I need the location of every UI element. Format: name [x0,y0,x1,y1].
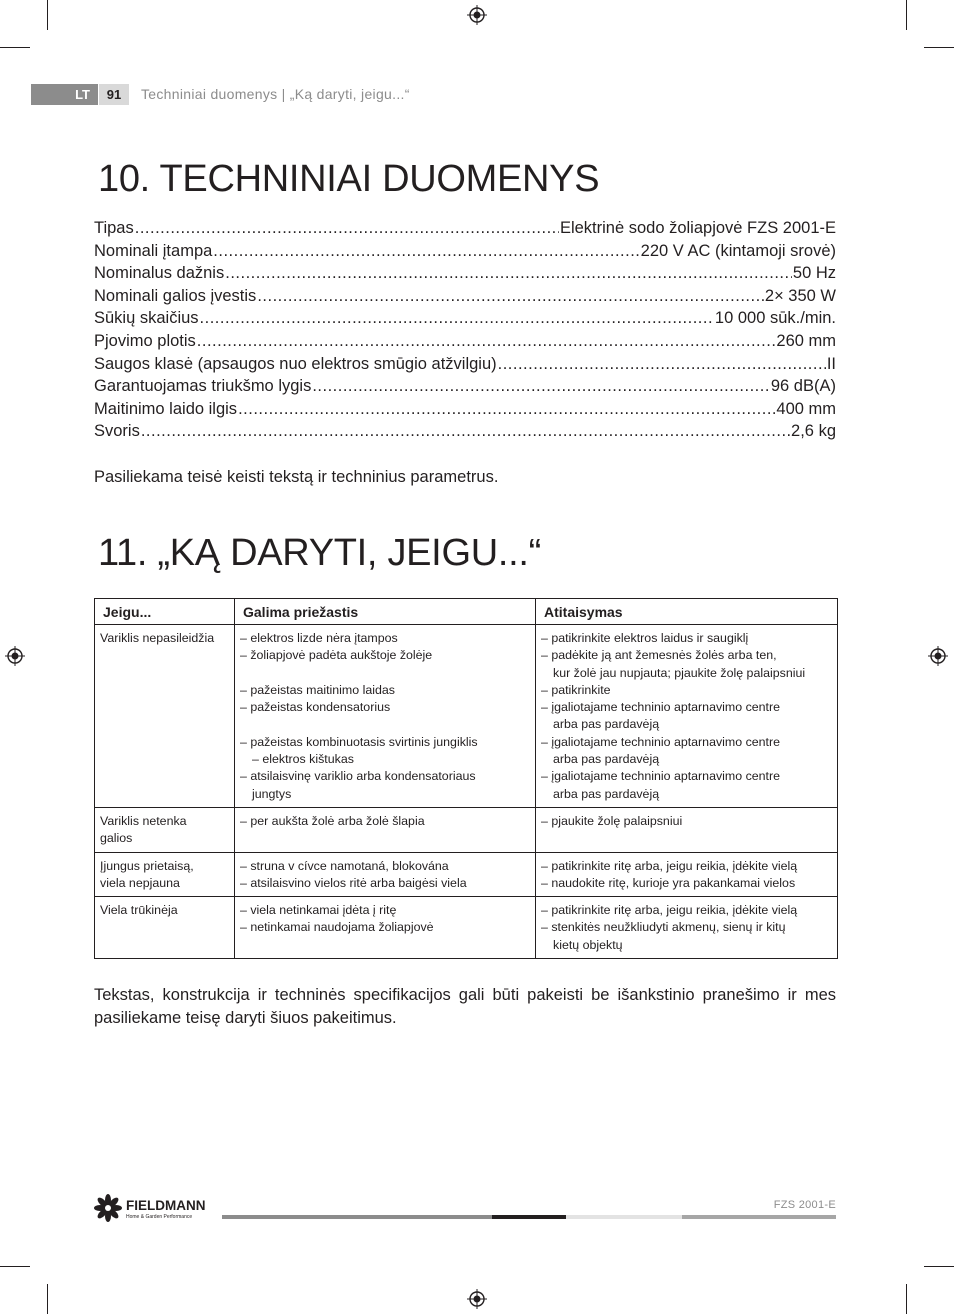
crop-mark [47,1284,48,1314]
table-row [95,897,838,959]
table-header-row [95,599,838,625]
cell-line: Variklis nepasileidžia [100,631,215,645]
fieldmann-logo [94,1193,222,1228]
cause-cell [235,625,536,808]
spec-value: 10 000 sūk./min. [714,309,836,328]
spec-row [94,242,836,265]
cell-line: – įgaliotajame techninio aptarnavimo centre [541,734,781,749]
cell-line [240,716,530,733]
troubleshooting-table [94,598,838,959]
leader-dots [238,400,775,419]
cell-line: jungtys [252,786,292,801]
remedy-cell [536,625,838,808]
registration-mark-icon [5,646,25,666]
cell-line: – pjaukite žolę palaipsniui [541,813,683,828]
cell-line: – patikrinkite ritę arba, jeigu reikia, įdėkite vielą [541,858,798,873]
cell-line: – įgaliotajame techninio aptarnavimo centre [541,700,781,715]
spec-row [94,264,836,287]
leader-dots [200,309,714,328]
cell-line: – pažeistas kondensatorius [240,700,391,715]
spec-label: Nominali galios įvestis [94,286,257,305]
crop-mark [0,47,30,48]
cell-line: arba pas pardavėją [553,786,660,801]
cell-line: Viela trūkinėja [100,903,178,918]
problem-cell [95,897,235,959]
cell-line: – patikrinkite ritę arba, jeigu reikia, įdėkite vielą [541,903,798,918]
leader-dots [225,264,792,283]
cell-line: – per aukšta žolė arba žolė šlapia [240,813,425,828]
cell-line: – elektros lizde nėra įtampos [240,631,398,645]
brand-name: FIELDMANN [126,1198,206,1213]
spec-value: 220 V AC (kintamoji srovė) [640,241,836,260]
remedy-cell [536,897,838,959]
problem-cell [95,852,235,897]
section-10-title: 10. TECHNINIAI DUOMENYS [98,158,600,200]
problem-cell [95,807,235,852]
spec-note: Pasiliekama teisė keisti tekstą ir techninius parametrus. [94,468,499,486]
leader-dots [197,332,776,351]
leader-dots [141,422,790,441]
spec-label: Saugos klasė (apsaugos nuo elektros smūgio atžvilgiu) [94,354,497,373]
crop-mark [0,1266,30,1267]
table-row [95,625,838,808]
footer-bar-segment [566,1215,682,1219]
leader-dots [312,377,770,396]
crop-mark [906,1284,907,1314]
cell-line: kietų objektų [553,937,623,952]
footer-bar-segment [492,1215,566,1219]
page-number: 91 [99,84,129,105]
cell-line: – struna v cívce namotaná, blokována [240,858,449,873]
spec-label: Tipas [94,219,134,237]
spec-label: Pjovimo plotis [94,331,196,350]
cell-line: Variklis netenka [100,813,187,828]
spec-value: 400 mm [776,399,836,418]
spec-row [94,332,836,355]
leader-dots [257,287,764,306]
crop-mark [47,0,48,30]
spec-value: 96 dB(A) [770,377,836,396]
cell-line: – elektros kištukas [252,752,354,767]
cell-line [240,665,530,682]
remedy-cell [536,852,838,897]
cell-line: – patikrinkite elektros laidus ir saugiklį [541,631,749,645]
spec-label: Nominalus dažnis [94,264,225,283]
cell-line: – įgaliotajame techninio aptarnavimo centre [541,769,781,784]
leader-dots [498,355,826,374]
crop-mark [924,47,954,48]
final-note: Tekstas, konstrukcija ir techninės specifikacijos gali būti pakeisti be išankstinio pranešimo ir mes pasiliekame teisę daryti šiuos pakeitimus. [94,986,836,1027]
spec-row [94,422,836,445]
footer-bar-segment [222,1215,492,1219]
spec-value: 260 mm [776,331,836,350]
cell-line: – viela netinkamai įdėta į ritę [240,903,397,918]
problem-cell [95,625,235,808]
column-header: Galima priežastis [235,599,536,625]
spec-row [94,377,836,400]
registration-mark-icon [467,1289,487,1309]
table-row [95,807,838,852]
column-header: Atitaisymas [536,599,838,625]
leader-dots [213,242,639,261]
spec-label: Maitinimo laido ilgis [94,399,238,418]
cause-cell [235,807,536,852]
cause-cell [235,852,536,897]
cell-line: – padėkite ją ant žemesnės žolės arba ten, [541,648,777,663]
spec-list [94,219,836,445]
spec-row [94,355,836,378]
footer-bar-segment [682,1215,836,1219]
cell-line: kur žolė jau nupjauta; pjaukite žolę palaipsniui [553,665,806,680]
spec-label: Nominali įtampa [94,241,213,260]
cell-line: – atsilaisvinę variklio arba kondensatoriaus [240,769,476,784]
spec-value: Elektrinė sodo žoliapjovė FZS 2001-E [559,219,836,237]
cell-line: galios [100,831,133,846]
cause-cell [235,897,536,959]
section-11-title: 11. „KĄ DARYTI, JEIGU...“ [98,532,541,574]
cell-line: – stenkitės neužkliudyti akmenų, sienų ir kitų [541,920,786,935]
spec-label: Garantuojamas triukšmo lygis [94,377,312,396]
cell-line: – pažeistas kombinuotasis svirtinis jungiklis [240,734,478,749]
spec-value: 2× 350 W [764,286,836,305]
model-label: FZS 2001-E [773,1199,836,1211]
language-badge: LT [31,84,98,105]
brand-tagline: Home & Garden Performance [126,1214,193,1220]
cell-line: viela nepjauna [100,875,180,890]
fieldmann-logo-icon [94,1193,222,1223]
crop-mark [924,1266,954,1267]
spec-value: 50 Hz [792,264,836,283]
cell-line: arba pas pardavėją [553,717,660,732]
cell-line: – žoliapjovė padėta aukštoje žolėje [240,648,433,663]
cell-line: – netinkamai naudojama žoliapjovė [240,920,434,935]
cell-line: – patikrinkite [541,682,611,697]
spec-value: II [826,354,836,373]
spec-row [94,400,836,423]
cell-line: Įjungus prietaisą, [100,858,194,873]
cell-line: arba pas pardavėją [553,752,660,767]
spec-label: Svoris [94,422,140,441]
spec-row [94,219,836,242]
cell-line: – pažeistas maitinimo laidas [240,682,395,697]
column-header: Jeigu... [95,599,235,625]
leader-dots [135,219,559,238]
crop-mark [906,0,907,30]
running-title: Techniniai duomenys | „Ką daryti, jeigu...“ [141,86,410,102]
registration-mark-icon [928,646,948,666]
table-row [95,852,838,897]
spec-row [94,309,836,332]
cell-line: – naudokite ritę, kurioje yra pakankamai vielos [541,875,796,890]
spec-label: Sūkių skaičius [94,309,199,328]
spec-value: 2,6 kg [791,422,836,441]
registration-mark-icon [467,5,487,25]
spec-row [94,287,836,310]
cell-line: – atsilaisvino vielos ritė arba baigėsi viela [240,875,467,890]
remedy-cell [536,807,838,852]
